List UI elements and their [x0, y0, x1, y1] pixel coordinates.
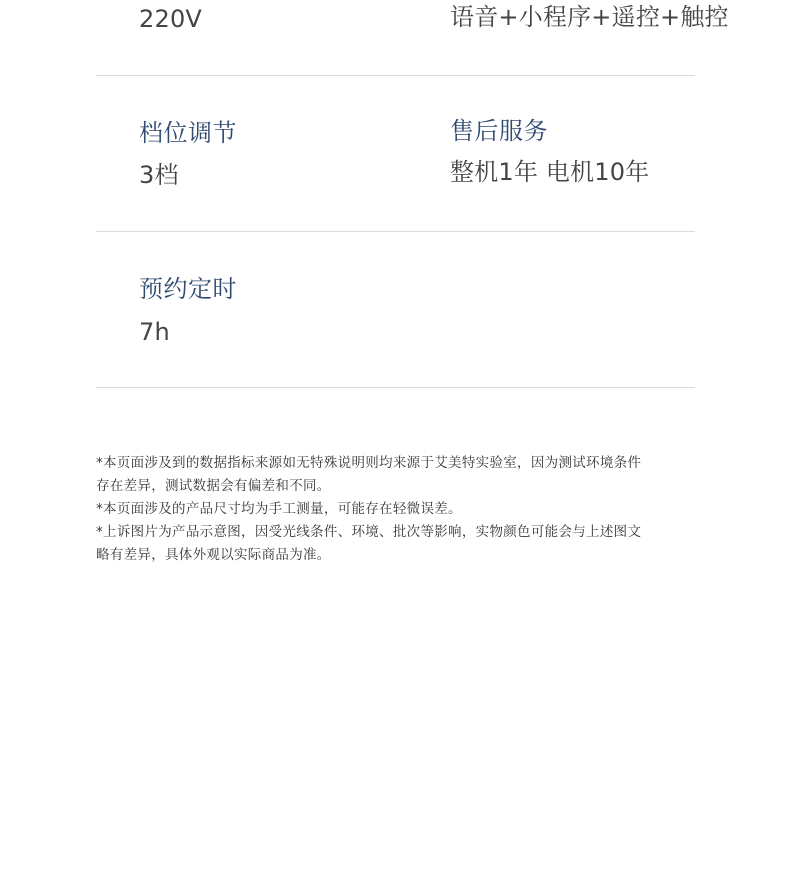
row-divider	[96, 387, 695, 388]
after-sales-value: 整机1年 电机10年	[450, 158, 650, 186]
row-divider	[96, 231, 695, 232]
disclaimer-line: *上诉图片为产品示意图，因受光线条件、环境、批次等影响，实物颜色可能会与上述图文	[96, 524, 642, 540]
disclaimer-line: 存在差异，测试数据会有偏差和不同。	[96, 478, 331, 494]
timer-value: 7h	[139, 318, 170, 346]
gear-adjust-label: 档位调节	[139, 119, 237, 147]
row-divider	[96, 75, 695, 76]
disclaimer-line: *本页面涉及的产品尺寸均为手工测量，可能存在轻微误差。	[96, 501, 462, 517]
timer-label: 预约定时	[139, 275, 237, 303]
after-sales-label: 售后服务	[450, 117, 548, 145]
disclaimer-line: *本页面涉及到的数据指标来源如无特殊说明则均来源于艾美特实验室，因为测试环境条件	[96, 455, 642, 471]
gear-adjust-value: 3档	[139, 161, 179, 189]
disclaimer	[96, 452, 696, 567]
voltage-value: 220V	[139, 5, 203, 33]
control-mode-value: 语音+小程序+遥控+触控	[450, 3, 729, 31]
disclaimer-line: 略有差异，具体外观以实际商品为准。	[96, 547, 331, 563]
